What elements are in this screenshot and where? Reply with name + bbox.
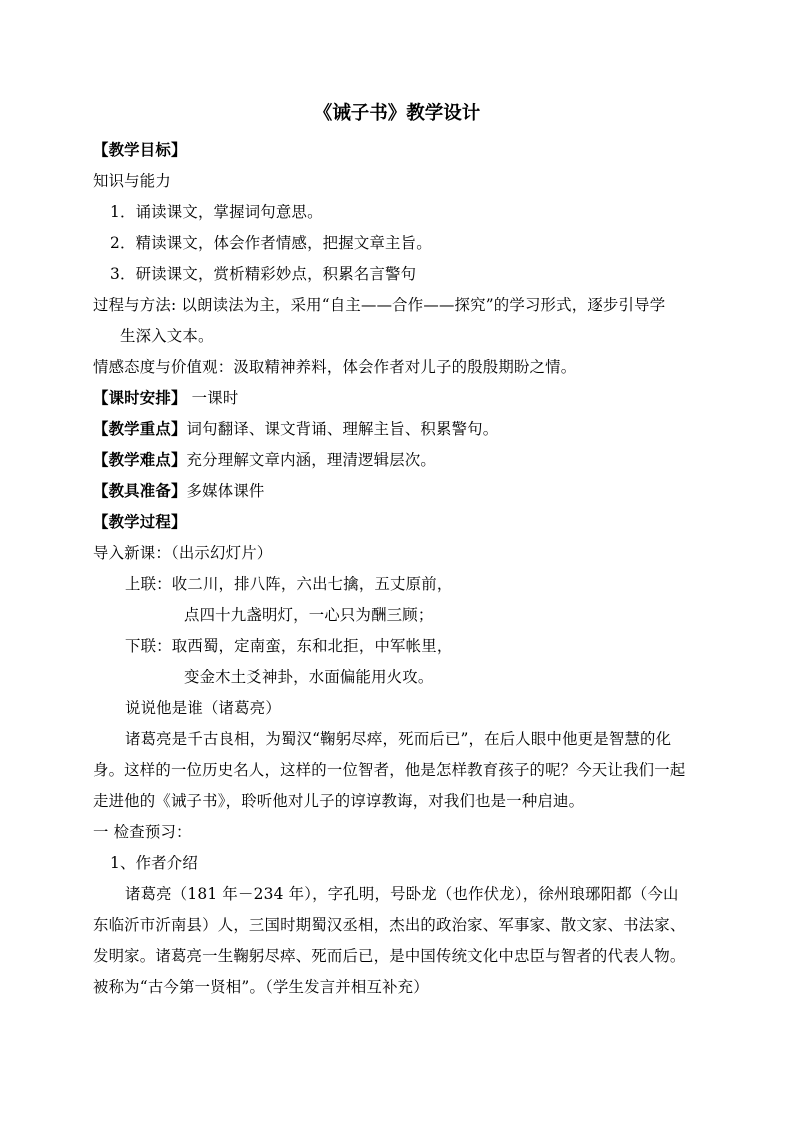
- check-heading: 一 检查预习：: [93, 823, 192, 841]
- who-line: 说说他是谁（诸葛亮）: [125, 699, 281, 717]
- focus-row: [93, 419, 498, 439]
- schedule-row: [93, 388, 238, 408]
- goal-item-2: 2．精读课文，体会作者情感，把握文章主旨。: [110, 234, 432, 252]
- process-heading: 【教学过程】: [93, 513, 187, 531]
- para1-line-3: 走进他的《诫子书》，聆听他对儿子的谆谆教诲，对我们也是一种启迪。: [93, 792, 585, 810]
- couplet-lower-1: 下联：取西蜀，定南蛮，东和北拒，中军帐里，: [125, 637, 453, 655]
- method-line-2: 生深入文本。: [120, 327, 214, 345]
- author-heading: 1、作者介绍: [110, 854, 198, 872]
- focus-label: 【教学重点】: [93, 420, 187, 438]
- para2-line-3: 发明家。诸葛亮一生鞠躬尽瘁、死而后已，是中国传统文化中忠臣与智者的代表人物。: [93, 947, 686, 965]
- difficulty-label: 【教学难点】: [93, 451, 187, 469]
- focus-value: 词句翻译、课文背诵、理解主旨、积累警句。: [186, 420, 499, 438]
- para2-line-1: 诸葛亮（181 年－234 年），字孔明，号卧龙（也作伏龙），徐州琅琊阳都（今山: [125, 885, 679, 903]
- goal-item-1: 1．诵读课文，掌握词句意思。: [110, 203, 323, 221]
- tools-row: [93, 481, 265, 501]
- emotion-line: 情感态度与价值观：汲取精神养料，体会作者对儿子的殷殷期盼之情。: [93, 358, 577, 376]
- difficulty-row: [93, 450, 436, 470]
- knowledge-label: 知识与能力: [93, 172, 171, 190]
- couplet-upper-1: 上联：收二川，排八阵，六出七擒，五丈原前，: [125, 575, 453, 593]
- goal-item-3: 3．研读课文，赏析精彩妙点，积累名言警句: [110, 265, 417, 283]
- tools-label: 【教具准备】: [93, 482, 187, 500]
- para2-line-2: 东临沂市沂南县）人，三国时期蜀汉丞相，杰出的政治家、军事家、散文家、书法家、: [93, 916, 686, 934]
- couplet-lower-2: 变金木土爻神卦，水面偏能用火攻。: [184, 668, 434, 686]
- intro-line: 导入新课：（出示幻灯片）: [93, 544, 273, 562]
- para1-line-1: 诸葛亮是千古良相，为蜀汉“鞠躬尽瘁，死而后已”，在后人眼中他更是智慧的化: [125, 730, 672, 748]
- schedule-value: 一课时: [186, 389, 239, 407]
- para1-line-2: 身。这样的一位历史名人，这样的一位智者，他是怎样教育孩子的呢？今天让我们一起: [93, 761, 686, 779]
- page-title: 《诫子书》教学设计: [313, 103, 481, 124]
- method-line-1: 过程与方法: 以朗读法为主，采用“自主——合作——探究”的学习形式，逐步引导学: [93, 296, 666, 314]
- para2-line-4: 被称为“古今第一贤相”。（学生发言并相互补充）: [93, 978, 429, 996]
- tools-value: 多媒体课件: [186, 482, 265, 500]
- goals-heading: 【教学目标】: [93, 141, 187, 159]
- difficulty-value: 充分理解文章内涵，理清逻辑层次。: [186, 451, 436, 469]
- couplet-upper-2: 点四十九盏明灯，一心只为酬三顾；: [184, 606, 434, 624]
- schedule-label: 【课时安排】: [93, 389, 187, 407]
